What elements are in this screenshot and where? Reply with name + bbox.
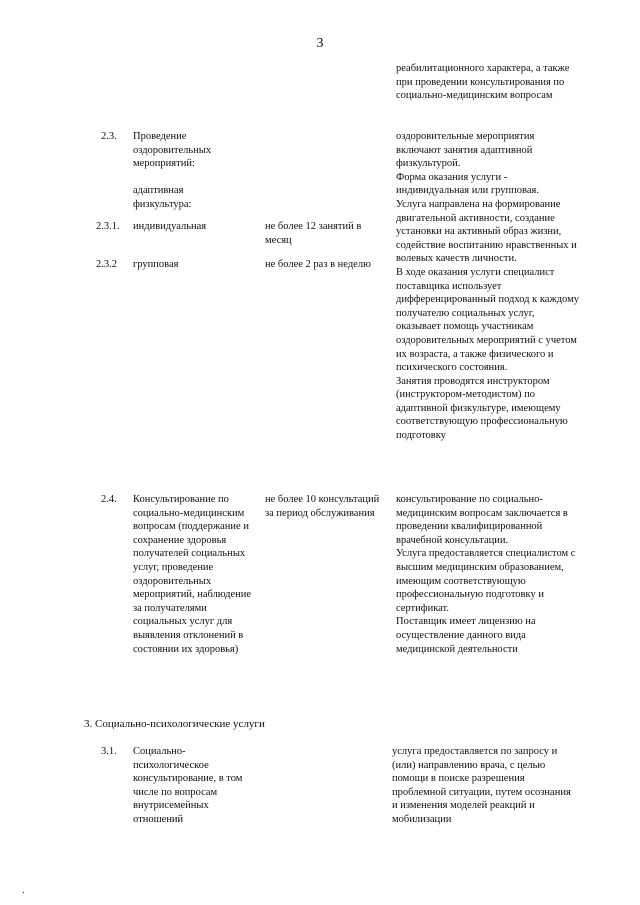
row-number-2-4: 2.4. — [101, 494, 117, 505]
service-name-3-1: Социально-психологическое консультирование, в том числе по вопросам внутрисемейных отношений — [133, 746, 243, 825]
continuation-text: реабилитационного характера, а также при проведении консультирования по социально-медицинским вопросам — [396, 63, 570, 102]
service-description-2-3: оздоровительные мероприятия включают занятия адаптивной физкультурой. Форма оказания услуги - индивидуальная или групповая. Услуга направлена на формирование двигательной активности, создание установки на активный образ жизни, содействие воспитанию нравственных и волевых качеств личности. В ходе оказания услуги специалист поставщика использует дифференцированный подход к каждому получателю социальных услуг, оказывает помощь участникам оздоровительных мероприятий с учетом их возраста, а также физического и психического состояния. Занятия проводятся инструктором (инструктором-методистом) по адаптивной физкультуре, имеющему соответствующую профессиональную подготовку — [396, 131, 579, 442]
service-description-3-1: услуга предоставляется по запросу и (или) направлению врача, с целью помощи в поиске разрешения проблемной ситуации, путем осознания и изменения моделей реакций и мобилизации — [392, 746, 571, 825]
service-name-2-4: Консультирование по социально-медицинским вопросам (поддержание и сохранение здоровья получателей социальных услуг, проведение оздоровительных мероприятий, наблюдение за получателями социальных услуг для выявления отклонений в состоянии их здоровья) — [133, 494, 252, 655]
service-name-2-3-1: индивидуальная — [133, 221, 207, 232]
service-frequency-2-4: не более 10 консультаций за период обслуживания — [265, 494, 380, 519]
row-number-2-3: 2.3. — [101, 131, 117, 142]
service-name-2-3-2: групповая — [133, 259, 179, 270]
row-number-2-3-1: 2.3.1. — [96, 221, 120, 232]
page-number: 3 — [316, 36, 324, 51]
service-subname-2-3: адаптивная физкультура: — [133, 185, 192, 210]
row-number-3-1: 3.1. — [101, 746, 117, 757]
service-name-2-3: Проведение оздоровительных мероприятий: — [133, 131, 212, 170]
service-frequency-2-3-2: не более 2 раз в неделю — [265, 259, 371, 270]
section-heading-3: 3. Социально-психологические услуги — [84, 718, 265, 730]
service-frequency-2-3-1: не более 12 занятий в месяц — [265, 221, 362, 246]
row-number-2-3-2: 2.3.2 — [96, 259, 117, 270]
scan-dot: . — [22, 885, 25, 896]
service-description-2-4: консультирование по социально-медицинским вопросам заключается в проведении квалифицированной врачебной консультации. Услуга предоставляется специалистом с высшим медицинским образованием, имеющим соответствующую профессиональную подготовку и сертификат. Поставщик имеет лицензию на осуществление данного вида медицинской деятельности — [396, 494, 576, 655]
